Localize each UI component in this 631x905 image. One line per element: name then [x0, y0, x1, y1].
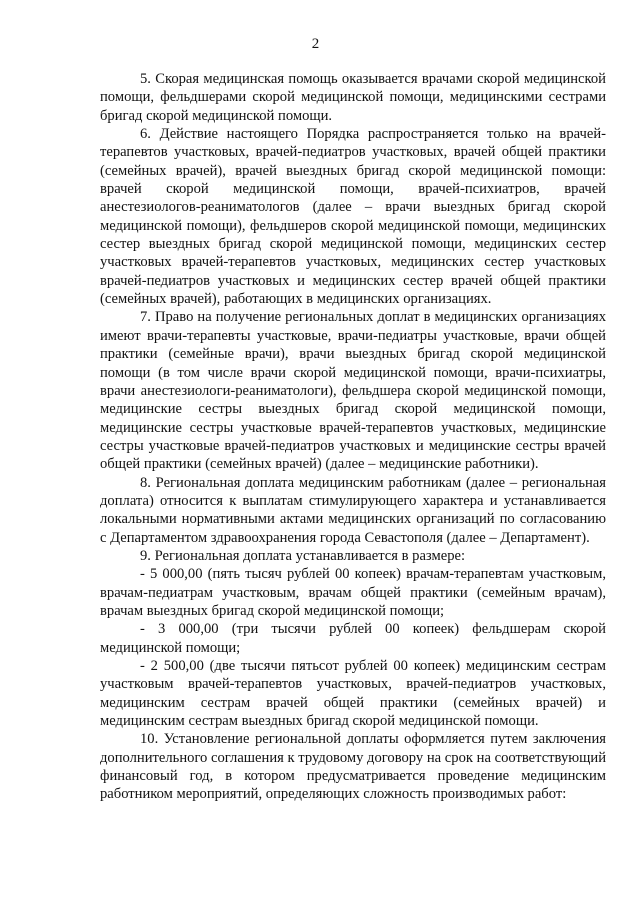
paragraph-6: 6. Действие настоящего Порядка распространяется только на врачей-терапевтов участковых, врачей-педиатров участковых, врачей общей практики (семейных врачей), врачей выездных бригад скорой медицинской помощи: врачей скорой медицинской помощи, врачей-психиатров, врачей анестезиологов-реаниматологов (далее – врачи выездных бригад скорой медицинской помощи), фельдшеров скорой медицинской помощи, медицинских сестер выездных бригад скорой медицинской помощи, медицинских сестер участковых врачей-терапевтов участковых, медицинских сестер участковых врачей-педиатров участковых и медицинских сестер врачей общей практики (семейных врачей), работающих в медицинских организациях. [100, 126, 606, 308]
document-body [100, 70, 606, 804]
page-number: 2 [311, 36, 320, 52]
paragraph-8: 8. Региональная доплата медицинским работникам (далее – региональная доплата) относится к выплатам стимулирующего характера и устанавливается локальными нормативными актами медицинских организаций по согласованию с Департаментом здравоохранения города Севастополя (далее – Департамент). [100, 474, 606, 546]
paragraph-10: 10. Установление региональной доплаты оформляется путем заключения дополнительного соглашения к трудовому договору на срок на соответствующий финансовый год, в котором предусматривается проведение медицинским работником мероприятий, определяющих сложность производимых работ: [100, 731, 606, 803]
paragraph-5: 5. Скорая медицинская помощь оказывается врачами скорой медицинской помощи, фельдшерами скорой медицинской помощи, медицинскими сестрами бригад скорой медицинской помощи. [100, 71, 606, 124]
payment-item-3000: - 3 000,00 (три тысячи рублей 00 копеек) фельдшерам скорой медицинской помощи; [100, 621, 606, 656]
payment-item-5000: - 5 000,00 (пять тысяч рублей 00 копеек) врачам-терапевтам участковым, врачам-педиатрам участковым, врачам общей практики (семейным врачам), врачам выездных бригад скорой медицинской помощи; [100, 566, 606, 619]
payment-item-2500: - 2 500,00 (две тысячи пятьсот рублей 00 копеек) медицинским сестрам участковым врачей-терапевтов участковых, врачей-педиатров участковых, медицинским сестрам врачей общей практики (семейных врачей) и медицинским сестрам выездных бригад скорой медицинской помощи. [100, 658, 606, 730]
paragraph-7: 7. Право на получение региональных доплат в медицинских организациях имеют врачи-терапевты участковые, врачи-педиатры участковые, врачи общей практики (семейные врачи), врачи выездных бригад скорой медицинской помощи (в том числе врачи скорой медицинской помощи, врачи-психиатры, врачи анестезиологи-реаниматологи), фельдшера скорой медицинской помощи, медицинские сестры выездных бригад скорой медицинской помощи, медицинские сестры участковые врачей-терапевтов участковых, медицинские сестры участковые врачей-педиатров участковых и медицинские сестры врачей общей практики (семейных врачей) (далее – медицинские работники). [100, 309, 606, 473]
paragraph-9: 9. Региональная доплата устанавливается в размере: [140, 547, 466, 564]
